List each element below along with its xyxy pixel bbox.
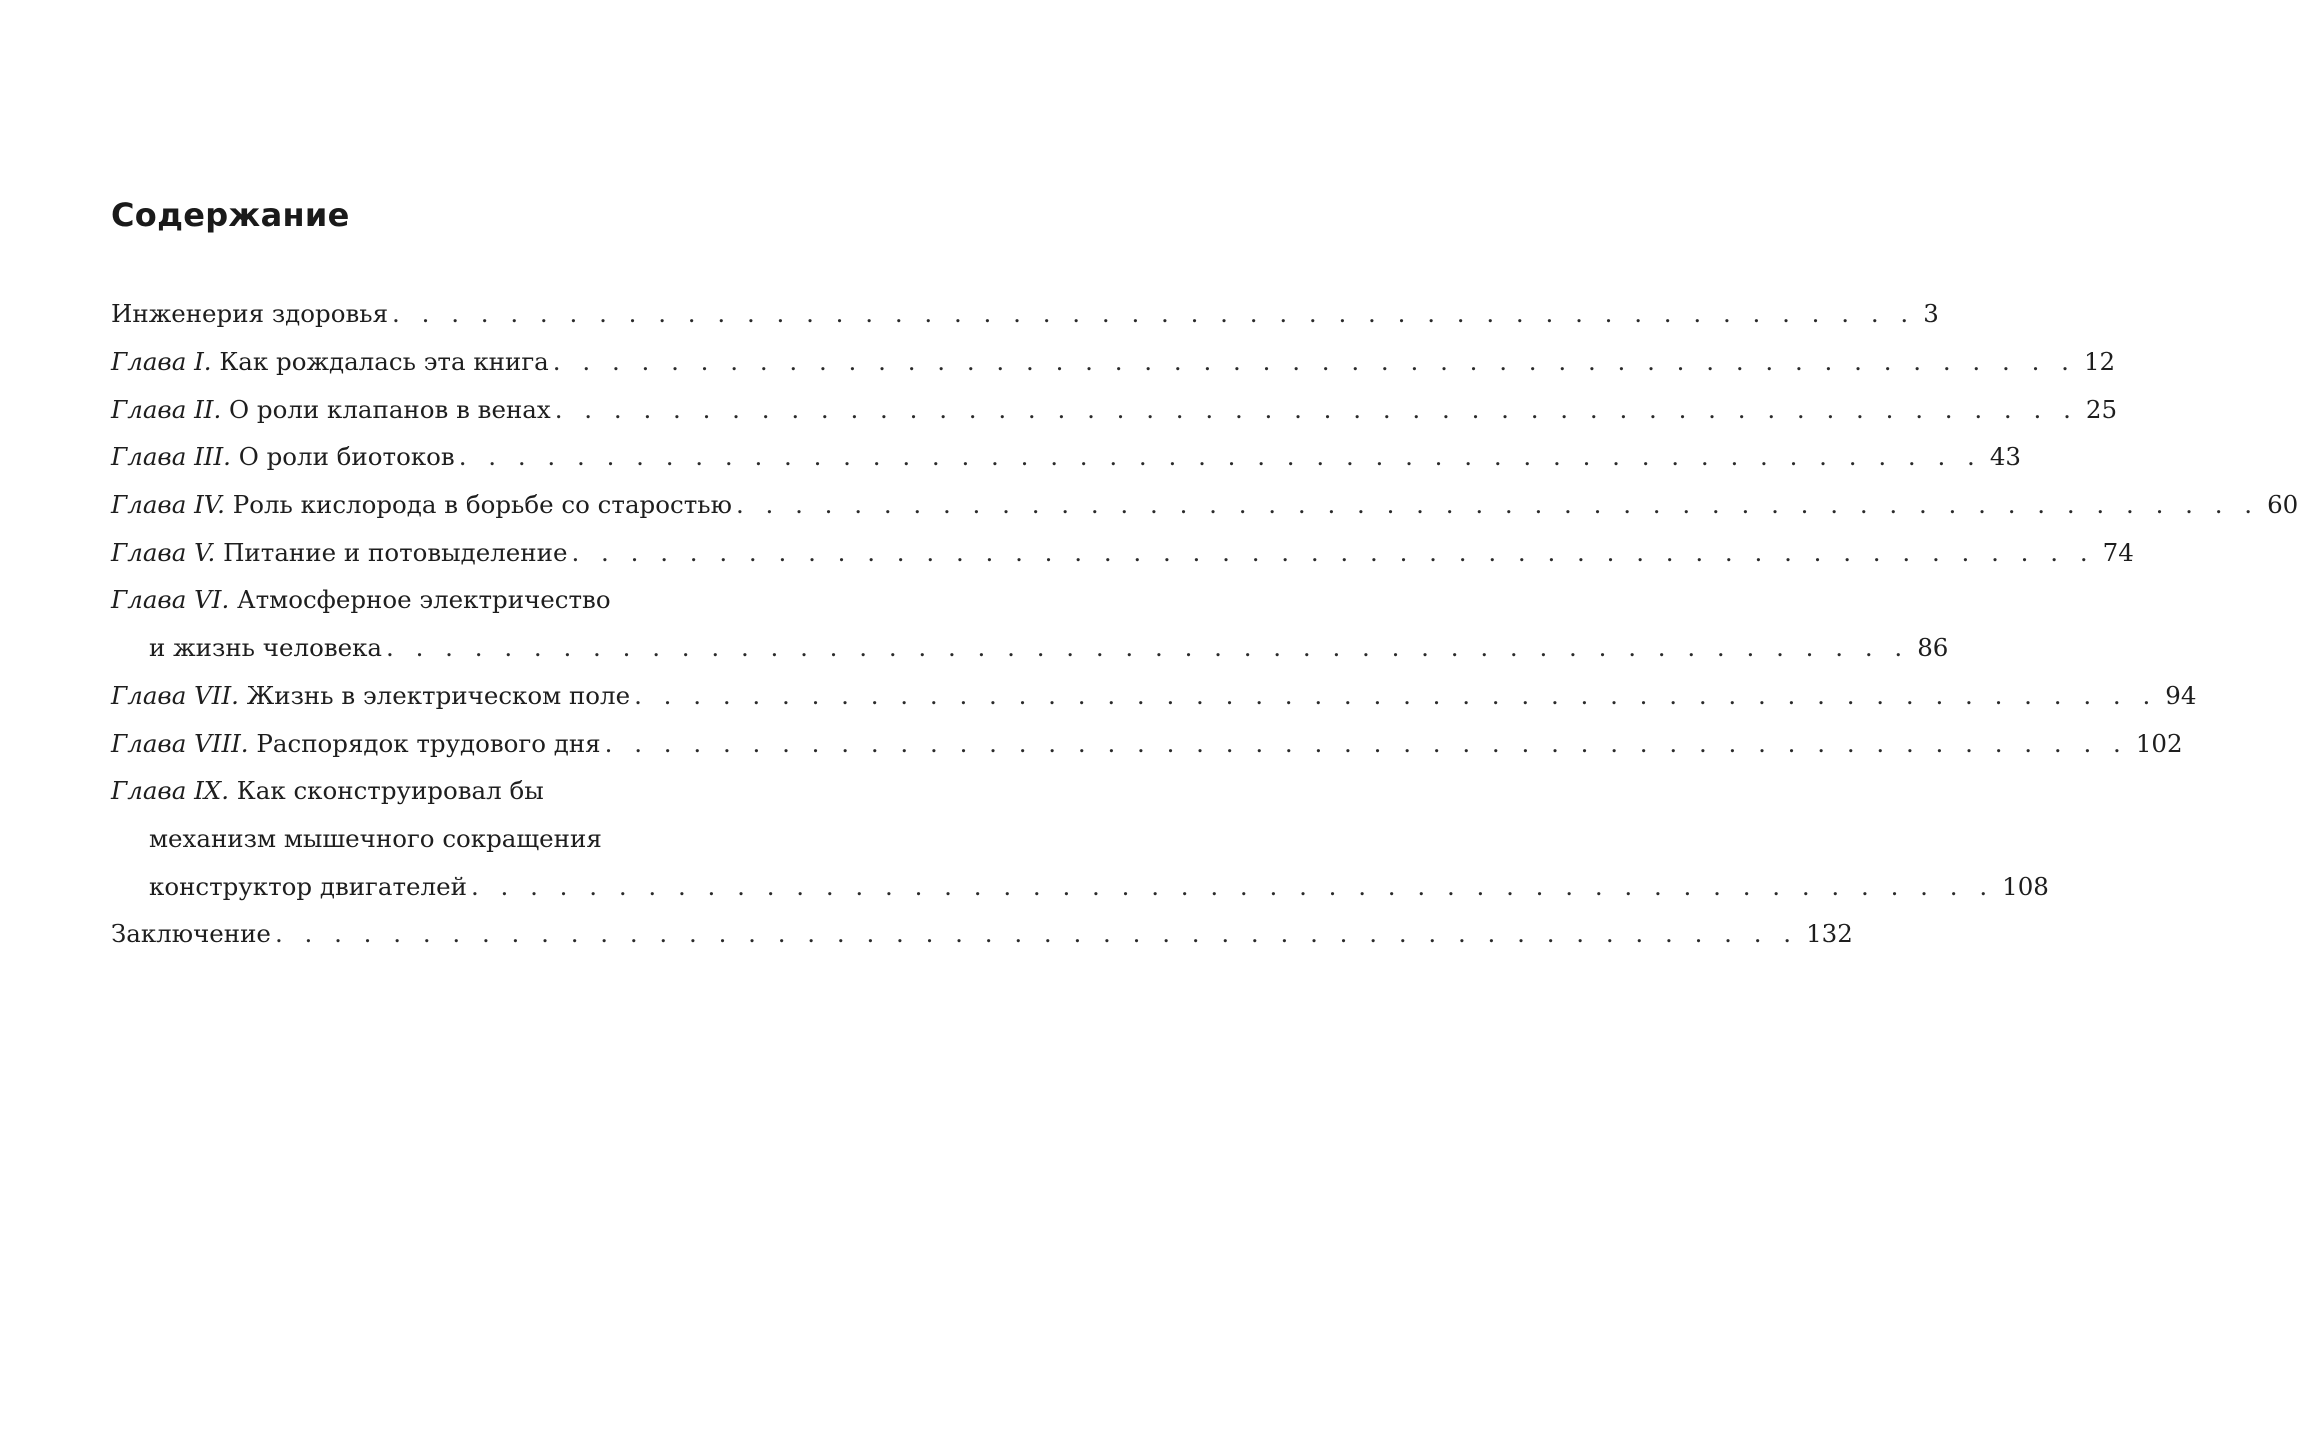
toc-entry[interactable] (111, 910, 1853, 958)
toc-page-number: 74 (2102, 537, 2134, 567)
toc-entry-continuation[interactable] (111, 862, 2049, 910)
toc-page-number: 12 (2083, 347, 2116, 377)
dot-leader: . . . . . . . . . . . . . . . . . . . . . . . . . . . . . . . . . . . . . . . . . . . . . . . . . . . . (552, 347, 2076, 377)
toc-page-number: 60 (2267, 490, 2298, 520)
chapter-label: Глава III. (111, 442, 231, 472)
toc-entry-continuation[interactable] (111, 624, 1949, 672)
toc-entry[interactable] (111, 338, 2116, 386)
toc-page-number: 102 (2135, 728, 2183, 758)
chapter-label: Глава I. (111, 347, 212, 377)
dot-leader: . . . . . . . . . . . . . . . . . . . . . . . . . . . . . . . . . . . . . . . . . . . . . . . . . . . . (392, 299, 1916, 329)
chapter-title-continuation: механизм мышечного сокращения (149, 823, 602, 853)
chapter-label: Глава V. (111, 537, 216, 567)
chapter-label: Глава VI. (111, 585, 230, 615)
toc-entry[interactable] (111, 672, 2197, 720)
toc-entry-title (111, 681, 630, 710)
chapter-title: Жизнь в электрическом поле (238, 680, 631, 710)
chapter-label: Глава IX. (111, 776, 229, 806)
dot-leader: . . . . . . . . . . . . . . . . . . . . . . . . . . . . . . . . . . . . . . . . . . . . . . . . . . . . (386, 633, 1910, 663)
toc-entry[interactable] (111, 481, 2298, 529)
table-of-contents (111, 290, 2298, 958)
toc-entry-title (111, 442, 455, 471)
chapter-title: Как сконструировал бы (229, 776, 544, 806)
chapter-title-continuation: конструктор двигателей (149, 871, 467, 901)
toc-entry[interactable] (111, 528, 2134, 576)
toc-entry-continuation[interactable] (111, 815, 829, 863)
chapter-title-continuation: и жизнь человека (149, 633, 383, 663)
toc-entry[interactable] (111, 576, 829, 624)
toc-page-number: 86 (1917, 633, 1949, 663)
chapter-title: О роли биотоков (230, 442, 455, 472)
toc-entry[interactable] (111, 290, 1939, 338)
toc-page-number: 94 (2165, 680, 2197, 710)
toc-entry[interactable] (111, 767, 829, 815)
toc-page-number: 43 (1989, 442, 2022, 472)
toc-entry-title (111, 395, 551, 424)
toc-page-number: 3 (1923, 299, 1939, 329)
dot-leader: . . . . . . . . . . . . . . . . . . . . . . . . . . . . . . . . . . . . . . . . . . . . . . . . . . . . (458, 442, 1982, 472)
toc-entry-title (111, 490, 732, 519)
toc-entry-title (111, 776, 544, 805)
toc-entry[interactable] (111, 385, 2118, 433)
toc-page-number: 132 (1806, 919, 1853, 949)
dot-leader: . . . . . . . . . . . . . . . . . . . . . . . . . . . . . . . . . . . . . . . . . . . . . . . . . . . . (554, 394, 2078, 424)
chapter-title: Питание и потовыделение (215, 537, 568, 567)
toc-entry-title (111, 538, 567, 567)
toc-entry-title (111, 585, 611, 614)
chapter-title: Атмосферное электричество (229, 585, 611, 615)
chapter-label: Глава II. (111, 394, 222, 424)
dot-leader: . . . . . . . . . . . . . . . . . . . . . . . . . . . . . . . . . . . . . . . . . . . . . . . . . . . . (571, 537, 2095, 567)
toc-entry[interactable] (111, 433, 2022, 481)
dot-leader: . . . . . . . . . . . . . . . . . . . . . . . . . . . . . . . . . . . . . . . . . . . . . . . . . . . . (470, 871, 1995, 901)
chapter-label: Глава VII. (111, 680, 239, 710)
chapter-title: Распорядок трудового дня (248, 728, 601, 758)
toc-entry[interactable] (111, 719, 2183, 767)
dot-leader: . . . . . . . . . . . . . . . . . . . . . . . . . . . . . . . . . . . . . . . . . . . . . . . . . . . . (735, 490, 2260, 520)
toc-page-number: 108 (2002, 871, 2049, 901)
dot-leader: . . . . . . . . . . . . . . . . . . . . . . . . . . . . . . . . . . . . . . . . . . . . . . . . . . . . (634, 680, 2158, 710)
dot-leader: . . . . . . . . . . . . . . . . . . . . . . . . . . . . . . . . . . . . . . . . . . . . . . . . . . . . (604, 728, 2128, 758)
dot-leader: . . . . . . . . . . . . . . . . . . . . . . . . . . . . . . . . . . . . . . . . . . . . . . . . . . . . (274, 919, 1799, 949)
chapter-label: Глава IV. (111, 490, 225, 520)
page-title: Содержание (111, 196, 350, 234)
chapter-title: О роли клапанов в венах (221, 394, 551, 424)
chapter-title: Как рождалась эта книга (211, 347, 549, 377)
chapter-label: Глава VIII. (111, 728, 249, 758)
toc-entry-title (111, 729, 601, 758)
toc-entry-title: Заключение (111, 919, 271, 949)
toc-entry-title: Инженерия здоровья (111, 299, 389, 329)
chapter-title: Роль кислорода в борьбе со старостью (224, 490, 732, 520)
toc-entry-title (111, 347, 549, 376)
toc-page-number: 25 (2085, 394, 2118, 424)
